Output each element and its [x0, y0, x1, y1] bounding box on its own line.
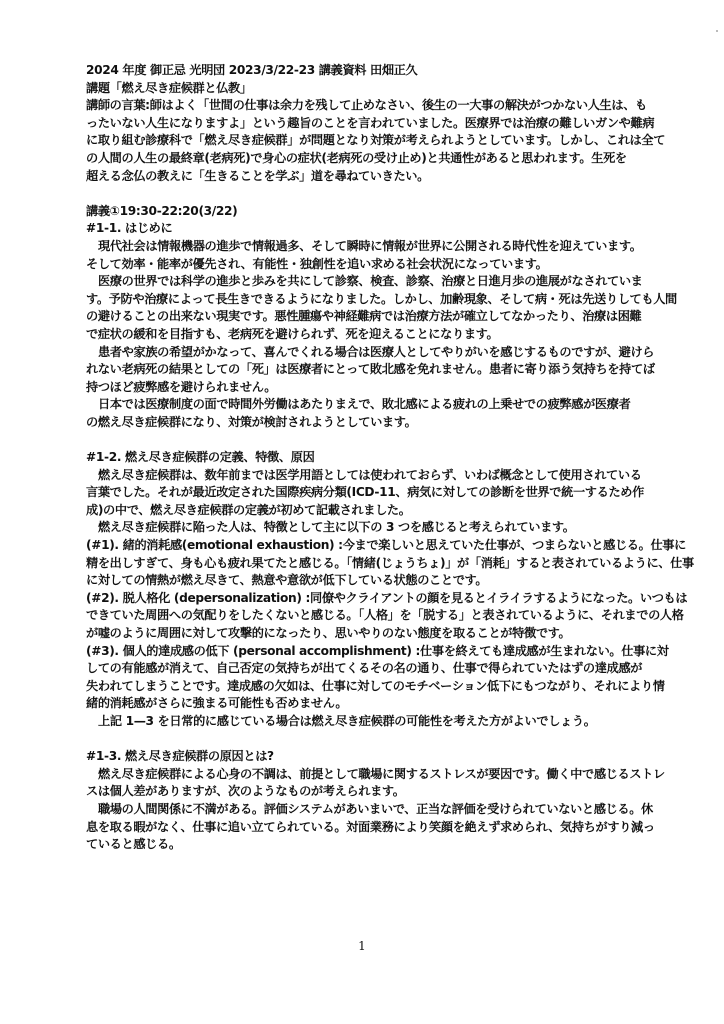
section-1-1-paragraph — [86, 273, 698, 343]
paragraph-line: 燃え尽き症候群は、数年前までは医学用語としては使われておらず、いわば概念として使用されている — [98, 467, 642, 482]
paragraph-line: 患者や家族の希望がかなって、喜んでくれる場合は医療人としてやりがいを感じするものですが、避けら — [98, 344, 655, 359]
scan-speck — [716, 30, 718, 32]
paragraph-line: 精を出しすぎて、身も心も疲れ果てたと感じる。「情緒(じょうちょ)」が「消耗」すると表されているように、仕事 — [86, 555, 694, 570]
section-1-1-paragraph — [86, 238, 698, 273]
paragraph-line: 緒的消耗感がさらに強まる可能性も否めません。 — [86, 696, 348, 711]
paragraph-line: 言葉でした。それが最近改定された国際疾病分類(ICD-11、病気に対しての診断を世界で統一するため作 — [86, 485, 644, 500]
paragraph-line: (#1). 緒的消耗感(emotional exhaustion) :今まで楽しいと思えていた仕事が、つまらないと感じる。仕事に — [86, 538, 686, 553]
section-1-3-paragraph — [86, 766, 698, 801]
paragraph-line: 上記 1—3 を日常的に感じている場合は燃え尽き症候群の可能性を考えた方がよいでしょう。 — [98, 713, 596, 728]
intro-line: 超える念仏の教えに「生きることを学ぶ」道を尋ねていきたい。 — [86, 168, 429, 183]
paragraph-line: スは個人差がありますが、次のようなものが考えられます。 — [86, 784, 405, 799]
paragraph-line: す。予防や治療によって長生きできるようになりました。しかし、加齢現象、そして病・死は先送りしても人間 — [86, 291, 677, 306]
paragraph-line: 失われてしまうことです。達成感の欠如は、仕事に対してのモチベーション低下にもつながり、それにより情 — [86, 678, 665, 693]
paragraph-line: 現代社会は情報機器の進歩で情報過多、そして瞬時に情報が世界に公開される時代性を迎えています。 — [98, 238, 642, 253]
paragraph-line: れない老病死の結果としての「死」は医療者にとって敗北感を免れません。患者に寄り添う気持ちを持てば — [86, 362, 655, 377]
paragraph-line: で症状の緩和を目指すも、老病死を避けられず、死を迎えることになります。 — [86, 326, 499, 341]
symptom-item-3 — [86, 643, 698, 713]
paragraph-line: (#2). 脱人格化 (depersonalization) :同僚やクライアントの顔を見るとイライラするようになった。いつもは — [86, 590, 688, 605]
spacer — [86, 185, 698, 203]
spacer — [86, 731, 698, 749]
intro-line: に取り組む診療科で「燃え尽き症候群」が問題となり対策が考えられようとしています。しかし、これは全て — [86, 133, 666, 148]
intro-line: の人間の人生の最終章(老病死)で身心の症状(老病死の受け止め)と共通性があると思われます。生死を — [86, 150, 627, 165]
section-heading-1-1: #1-1. はじめに — [86, 221, 173, 236]
paragraph-line: の燃え尽き症候群になり、対策が検討されようとしています。 — [86, 414, 417, 429]
paragraph-line: 医療の世界では科学の進歩と歩みを共にして診察、検査、診察、治療と日進月歩の進展がなされていま — [98, 274, 643, 289]
lecture-heading: 講義①19:30-22:20(3/22) — [86, 203, 238, 218]
paragraph-line: の避けることの出来ない現実です。悪性腫瘍や神経難病では治療方法が確立してなかったり、治療は困難 — [86, 309, 642, 324]
paragraph-line: 持つほど疲弊感を避けられません。 — [86, 379, 277, 394]
paragraph-line: 燃え尽き症候群による心身の不調は、前提として職場に関するストレスが要因です。働く中で感じるストレ — [98, 766, 665, 781]
paragraph-line: 燃え尽き症候群に陥った人は、特徴として主に以下の 3 つを感じると考えられています。 — [98, 520, 575, 535]
paragraph-line: ていると感じる。 — [86, 837, 181, 852]
intro-paragraph — [86, 97, 698, 185]
paragraph-line: (#3). 個人的達成感の低下 (personal accomplishment) :仕事を終えても達成感が生まれない。仕事に対 — [86, 643, 669, 658]
page-number: 1 — [358, 939, 366, 953]
paragraph-line: 息を取る暇がなく、仕事に追い立てられている。対面業務により笑顔を絶えず求められ、気持ちがすり減っ — [86, 819, 655, 834]
paragraph-line: に対しての情熱が燃え尽きて、熱意や意欲が低下している状態のことです。 — [86, 573, 488, 588]
section-1-2-paragraph — [86, 467, 698, 520]
lecture-title: 講題「燃え尽き症候群と仏教」 — [86, 80, 252, 95]
intro-line: 講師の言葉:師はよく「世間の仕事は余力を残して止めなさい、後生の一大事の解決がつかない人生は、も — [86, 98, 647, 113]
paragraph-line: しての有能感が消えて、自己否定の気持ちが出てくるその名の通り、仕事で得られていたはずの達成感が — [86, 661, 643, 676]
paragraph-line: 職場の人間関係に不満がある。評価システムがあいまいで、正当な評価を受けられていないと感じる。休 — [98, 801, 653, 816]
intro-line: ったいない人生になりますよ」という趣旨のことを言われていました。医療界では治療の難しいガンや難病 — [86, 115, 655, 130]
document-page — [86, 62, 698, 854]
section-1-1-paragraph — [86, 344, 698, 397]
section-heading-1-3: #1-3. 燃え尽き症候群の原因とは? — [86, 749, 274, 764]
symptom-item-1 — [86, 537, 698, 590]
paragraph-line: が嘘のように周囲に対して攻撃的になったり、思いやりのない態度を取ることが特徴です。 — [86, 626, 571, 640]
section-heading-1-2: #1-2. 燃え尽き症候群の定義、特徴、原因 — [86, 450, 315, 465]
spacer — [86, 431, 698, 449]
paragraph-line: 成)の中で、燃え尽き症候群の定義が初めて記載されました。 — [86, 502, 411, 517]
section-1-3-paragraph — [86, 801, 698, 854]
paragraph-line: そして効率・能率が優先され、有能性・独創性を追い求める社会状況になっています。 — [86, 256, 548, 271]
symptom-item-2 — [86, 590, 698, 643]
section-1-1-paragraph — [86, 396, 698, 431]
paragraph-line: 日本では医療制度の面で時間外労働はあたりまえで、敗北感による疲れの上乗せでの疲弊感が医療者 — [98, 397, 631, 412]
paragraph-line: できていた周囲への気配りをしたくないと感じる。「人格」を「脱する」と表されているように、それまでの人格 — [86, 608, 684, 623]
header-line: 2024 年度 御正忌 光明団 2023/3/22-23 講義資料 田畑正久 — [86, 63, 418, 77]
